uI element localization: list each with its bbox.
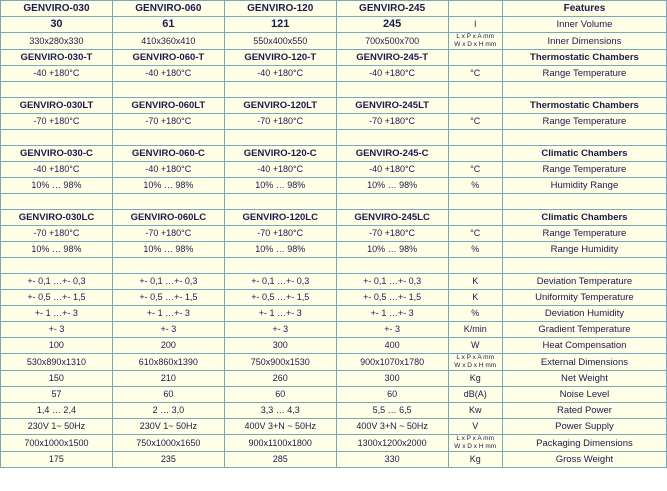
table-row bbox=[1, 338, 667, 354]
unit-cell: °C bbox=[448, 226, 502, 242]
feature-label: Humidity Range bbox=[502, 178, 666, 194]
value-cell: 400V 3+N ~ 50Hz bbox=[224, 419, 336, 435]
spacer-cell bbox=[502, 258, 666, 274]
feature-label: Deviation Temperature bbox=[502, 274, 666, 290]
unit-cell: Kw bbox=[448, 403, 502, 419]
spacer-cell bbox=[224, 194, 336, 210]
spacer-cell bbox=[1, 258, 113, 274]
spacer-cell bbox=[1, 194, 113, 210]
value-cell: 235 bbox=[112, 452, 224, 468]
section-model-label: GENVIRO-060LC bbox=[112, 210, 224, 226]
unit-cell: K/min bbox=[448, 322, 502, 338]
unit-cell: % bbox=[448, 178, 502, 194]
value-cell: 400V 3+N ~ 50Hz bbox=[336, 419, 448, 435]
value-cell: 10% … 98% bbox=[336, 242, 448, 258]
value-cell: 285 bbox=[224, 452, 336, 468]
spacer-cell bbox=[336, 130, 448, 146]
unit-cell bbox=[448, 146, 502, 162]
value-cell: +- 0,5 …+- 1,5 bbox=[112, 290, 224, 306]
value-cell: 60 bbox=[224, 387, 336, 403]
feature-label: Net Weight bbox=[502, 371, 666, 387]
unit-line: W x D x H mm bbox=[454, 41, 497, 48]
spacer-cell bbox=[448, 258, 502, 274]
value-cell: -40 +180°C bbox=[336, 66, 448, 82]
unit-cell bbox=[448, 435, 502, 452]
unit-cell bbox=[448, 210, 502, 226]
value-cell: 300 bbox=[224, 338, 336, 354]
value-cell: 210 bbox=[112, 371, 224, 387]
column-header-model bbox=[448, 1, 502, 17]
feature-label: Range Temperature bbox=[502, 226, 666, 242]
value-cell: 100 bbox=[1, 338, 113, 354]
unit-cell: Kg bbox=[448, 452, 502, 468]
value-cell: 750x1000x1650 bbox=[112, 435, 224, 452]
value-cell: 1300x1200x2000 bbox=[336, 435, 448, 452]
feature-label: Rated Power bbox=[502, 403, 666, 419]
spacer-cell bbox=[112, 130, 224, 146]
value-cell: +- 1 …+- 3 bbox=[336, 306, 448, 322]
value-cell: -40 +180°C bbox=[224, 162, 336, 178]
spacer-cell bbox=[224, 258, 336, 274]
value-cell: +- 0,1 …+- 0,3 bbox=[224, 274, 336, 290]
value-cell: +- 3 bbox=[224, 322, 336, 338]
feature-label: Inner Volume bbox=[502, 17, 666, 33]
table-row bbox=[1, 403, 667, 419]
spacer-cell bbox=[112, 258, 224, 274]
value-cell: 10% … 98% bbox=[224, 242, 336, 258]
table-row bbox=[1, 114, 667, 130]
value-cell: +- 0,5 …+- 1,5 bbox=[1, 290, 113, 306]
table-row bbox=[1, 274, 667, 290]
unit-cell: % bbox=[448, 242, 502, 258]
column-header-model: GENVIRO-060 bbox=[112, 1, 224, 17]
spacer-cell bbox=[224, 82, 336, 98]
table-row bbox=[1, 242, 667, 258]
value-cell: +- 3 bbox=[112, 322, 224, 338]
value-cell: -40 +180°C bbox=[1, 66, 113, 82]
section-model-label: GENVIRO-030LC bbox=[1, 210, 113, 226]
value-cell: -40 +180°C bbox=[1, 162, 113, 178]
section-model-label: GENVIRO-030LT bbox=[1, 98, 113, 114]
section-model-label: GENVIRO-060-T bbox=[112, 50, 224, 66]
value-cell: 200 bbox=[112, 338, 224, 354]
value-cell: +- 0,1 …+- 0,3 bbox=[1, 274, 113, 290]
unit-line: L x P x A mm bbox=[456, 33, 494, 40]
value-cell: +- 0,1 …+- 0,3 bbox=[336, 274, 448, 290]
spacer-cell bbox=[336, 194, 448, 210]
unit-line: W x D x H mm bbox=[454, 362, 497, 369]
unit-cell bbox=[448, 33, 502, 50]
value-cell: 700x500x700 bbox=[336, 33, 448, 50]
value-cell: 610x860x1390 bbox=[112, 354, 224, 371]
spacer-cell bbox=[112, 82, 224, 98]
value-cell: 10% … 98% bbox=[112, 178, 224, 194]
value-cell: -70 +180°C bbox=[1, 114, 113, 130]
feature-label: Thermostatic Chambers bbox=[502, 50, 666, 66]
feature-label: Noise Level bbox=[502, 387, 666, 403]
value-cell: 230V 1~ 50Hz bbox=[1, 419, 113, 435]
table-row bbox=[1, 226, 667, 242]
feature-label: Climatic Chambers bbox=[502, 146, 666, 162]
feature-label: Gradient Temperature bbox=[502, 322, 666, 338]
feature-label: Heat Compensation bbox=[502, 338, 666, 354]
unit-cell: °C bbox=[448, 114, 502, 130]
value-cell: 10% … 98% bbox=[112, 242, 224, 258]
table-row bbox=[1, 82, 667, 98]
section-model-label: GENVIRO-120-T bbox=[224, 50, 336, 66]
value-cell: -70 +180°C bbox=[112, 226, 224, 242]
section-model-label: GENVIRO-120LT bbox=[224, 98, 336, 114]
section-model-label: GENVIRO-060-C bbox=[112, 146, 224, 162]
section-model-label: GENVIRO-030-C bbox=[1, 146, 113, 162]
unit-cell: W bbox=[448, 338, 502, 354]
value-cell: 60 bbox=[112, 387, 224, 403]
value-cell: -40 +180°C bbox=[224, 66, 336, 82]
value-cell: 245 bbox=[336, 17, 448, 33]
value-cell: -40 +180°C bbox=[112, 162, 224, 178]
column-header-features: Features bbox=[502, 1, 666, 17]
value-cell: 150 bbox=[1, 371, 113, 387]
table-row bbox=[1, 66, 667, 82]
value-cell: 10% … 98% bbox=[224, 178, 336, 194]
spacer-cell bbox=[502, 194, 666, 210]
section-model-label: GENVIRO-030-T bbox=[1, 50, 113, 66]
value-cell: +- 0,5 …+- 1,5 bbox=[336, 290, 448, 306]
column-header-model: GENVIRO-245 bbox=[336, 1, 448, 17]
value-cell: -70 +180°C bbox=[112, 114, 224, 130]
value-cell: -70 +180°C bbox=[224, 114, 336, 130]
value-cell: +- 3 bbox=[1, 322, 113, 338]
value-cell: 900x1100x1800 bbox=[224, 435, 336, 452]
value-cell: 5,5 … 6,5 bbox=[336, 403, 448, 419]
value-cell: 330 bbox=[336, 452, 448, 468]
unit-line: L x P x A mm bbox=[456, 435, 494, 442]
value-cell: -70 +180°C bbox=[336, 226, 448, 242]
value-cell: -70 +180°C bbox=[336, 114, 448, 130]
table-row bbox=[1, 435, 667, 452]
unit-cell: °C bbox=[448, 162, 502, 178]
value-cell: 260 bbox=[224, 371, 336, 387]
value-cell: 330x280x330 bbox=[1, 33, 113, 50]
value-cell: 230V 1~ 50Hz bbox=[112, 419, 224, 435]
column-header-model: GENVIRO-030 bbox=[1, 1, 113, 17]
value-cell: 300 bbox=[336, 371, 448, 387]
table-row bbox=[1, 419, 667, 435]
unit-cell: °C bbox=[448, 66, 502, 82]
table-row bbox=[1, 322, 667, 338]
value-cell: +- 3 bbox=[336, 322, 448, 338]
table-row bbox=[1, 371, 667, 387]
value-cell: 61 bbox=[112, 17, 224, 33]
value-cell: +- 0,5 …+- 1,5 bbox=[224, 290, 336, 306]
value-cell: +- 1 …+- 3 bbox=[1, 306, 113, 322]
section-model-label: GENVIRO-245-C bbox=[336, 146, 448, 162]
value-cell: 10% … 98% bbox=[1, 178, 113, 194]
spacer-cell bbox=[336, 82, 448, 98]
value-cell: 700x1000x1500 bbox=[1, 435, 113, 452]
value-cell: -40 +180°C bbox=[336, 162, 448, 178]
spacer-cell bbox=[448, 194, 502, 210]
feature-label: Gross Weight bbox=[502, 452, 666, 468]
table-row bbox=[1, 146, 667, 162]
column-header-model: GENVIRO-120 bbox=[224, 1, 336, 17]
table-row bbox=[1, 178, 667, 194]
table-row bbox=[1, 290, 667, 306]
value-cell: 10% … 98% bbox=[336, 178, 448, 194]
unit-cell bbox=[448, 50, 502, 66]
spacer-cell bbox=[224, 130, 336, 146]
feature-label: Range Temperature bbox=[502, 114, 666, 130]
unit-cell: % bbox=[448, 306, 502, 322]
value-cell: 550x400x550 bbox=[224, 33, 336, 50]
unit-cell: V bbox=[448, 419, 502, 435]
table-row bbox=[1, 130, 667, 146]
unit-cell: K bbox=[448, 274, 502, 290]
value-cell: 2 … 3,0 bbox=[112, 403, 224, 419]
value-cell: -70 +180°C bbox=[224, 226, 336, 242]
spacer-cell bbox=[448, 130, 502, 146]
value-cell: 30 bbox=[1, 17, 113, 33]
spacer-cell bbox=[1, 130, 113, 146]
feature-label: Uniformity Temperature bbox=[502, 290, 666, 306]
unit-cell: Kg bbox=[448, 371, 502, 387]
value-cell: +- 1 …+- 3 bbox=[224, 306, 336, 322]
value-cell: 400 bbox=[336, 338, 448, 354]
table-row bbox=[1, 50, 667, 66]
table-row bbox=[1, 33, 667, 50]
value-cell: 3,3 … 4,3 bbox=[224, 403, 336, 419]
table-row bbox=[1, 162, 667, 178]
value-cell: -70 +180°C bbox=[1, 226, 113, 242]
spacer-cell bbox=[502, 82, 666, 98]
feature-label: Power Supply bbox=[502, 419, 666, 435]
feature-label: Deviation Humidity bbox=[502, 306, 666, 322]
section-model-label: GENVIRO-120LC bbox=[224, 210, 336, 226]
section-model-label: GENVIRO-245LC bbox=[336, 210, 448, 226]
spacer-cell bbox=[1, 82, 113, 98]
feature-label: Inner Dimensions bbox=[502, 33, 666, 50]
value-cell: 10% … 98% bbox=[1, 242, 113, 258]
feature-label: Range Temperature bbox=[502, 162, 666, 178]
value-cell: +- 0,1 …+- 0,3 bbox=[112, 274, 224, 290]
section-model-label: GENVIRO-120-C bbox=[224, 146, 336, 162]
table-row bbox=[1, 452, 667, 468]
spacer-cell bbox=[502, 130, 666, 146]
table-row bbox=[1, 1, 667, 17]
table-row bbox=[1, 354, 667, 371]
table-row bbox=[1, 306, 667, 322]
unit-cell bbox=[448, 98, 502, 114]
table-row bbox=[1, 258, 667, 274]
section-model-label: GENVIRO-245LT bbox=[336, 98, 448, 114]
value-cell: 60 bbox=[336, 387, 448, 403]
section-model-label: GENVIRO-245-T bbox=[336, 50, 448, 66]
value-cell: 410x360x410 bbox=[112, 33, 224, 50]
value-cell: 121 bbox=[224, 17, 336, 33]
section-model-label: GENVIRO-060LT bbox=[112, 98, 224, 114]
table-row bbox=[1, 210, 667, 226]
value-cell: 530x890x1310 bbox=[1, 354, 113, 371]
value-cell: -40 +180°C bbox=[112, 66, 224, 82]
unit-cell bbox=[448, 354, 502, 371]
value-cell: +- 1 …+- 3 bbox=[112, 306, 224, 322]
value-cell: 900x1070x1780 bbox=[336, 354, 448, 371]
unit-cell: dB(A) bbox=[448, 387, 502, 403]
unit-cell: K bbox=[448, 290, 502, 306]
table-row bbox=[1, 17, 667, 33]
value-cell: 1,4 … 2,4 bbox=[1, 403, 113, 419]
value-cell: 175 bbox=[1, 452, 113, 468]
feature-label: Climatic Chambers bbox=[502, 210, 666, 226]
table-row bbox=[1, 194, 667, 210]
feature-label: Range Temperature bbox=[502, 66, 666, 82]
table-row bbox=[1, 387, 667, 403]
unit-cell: l bbox=[448, 17, 502, 33]
spacer-cell bbox=[336, 258, 448, 274]
value-cell: 57 bbox=[1, 387, 113, 403]
unit-line: W x D x H mm bbox=[454, 443, 497, 450]
feature-label: Thermostatic Chambers bbox=[502, 98, 666, 114]
spacer-cell bbox=[448, 82, 502, 98]
feature-label: Range Humidity bbox=[502, 242, 666, 258]
spacer-cell bbox=[112, 194, 224, 210]
feature-label: Packaging Dimensions bbox=[502, 435, 666, 452]
feature-label: External Dimensions bbox=[502, 354, 666, 371]
unit-line: L x P x A mm bbox=[456, 354, 494, 361]
table-body bbox=[1, 1, 667, 468]
table-row bbox=[1, 98, 667, 114]
value-cell: 750x900x1530 bbox=[224, 354, 336, 371]
